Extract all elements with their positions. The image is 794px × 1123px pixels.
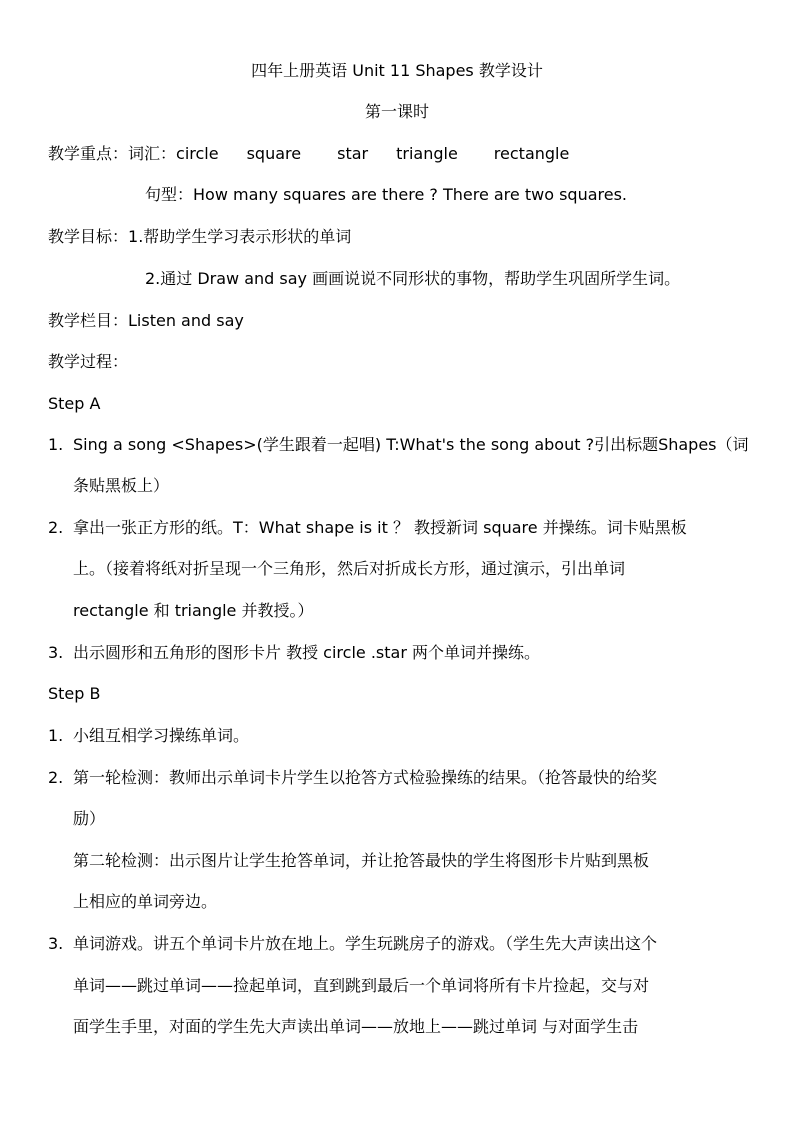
list-item-text: 励） (73, 809, 106, 828)
list-number: 1. (48, 435, 64, 454)
document-title: 四年上册英语 Unit 11 Shapes 教学设计 (251, 61, 543, 80)
list-item-text: 第二轮检测：出示图片让学生抢答单词，并让抢答最快的学生将图形卡片贴到黑板 (73, 851, 650, 870)
list-item-text: 单词游戏。讲五个单词卡片放在地上。学生玩跳房子的游戏。（学生先大声读出这个 (73, 934, 658, 953)
focus-label: 教学重点： (48, 144, 129, 163)
list-number: 1. (48, 726, 64, 745)
step-a-heading: Step A (48, 394, 101, 413)
list-item-text: 条贴黑板上） (73, 476, 170, 495)
list-item-text: 单词——跳过单词——捡起单词，直到跳到最后一个单词将所有卡片捡起，交与对 (73, 976, 650, 995)
list-item-text: Sing a song <Shapes>(学生跟着一起唱) T:What's the song about ?引出标题Shapes（词 (73, 435, 749, 454)
lesson-subtitle: 第一课时 (364, 102, 429, 121)
focus-line (48, 143, 569, 165)
vocab-word: square (246, 144, 302, 163)
list-number: 2. (48, 518, 64, 537)
teaching-column: 教学栏目：Listen and say (48, 311, 244, 330)
list-item-text: 拿出一张正方形的纸。T：What shape is it ？ 教授新词 square 并操练。词卡贴黑板 (73, 518, 687, 537)
goals-label: 教学目标： (48, 227, 129, 246)
list-item-text: 上。（接着将纸对折呈现一个三角形，然后对折成长方形，通过演示，引出单词 (73, 559, 626, 578)
vocab-word: triangle (396, 144, 458, 163)
list-number: 3. (48, 643, 64, 662)
vocab-word: rectangle (493, 144, 570, 163)
list-item-text: 面学生手里，对面的学生先大声读出单词——放地上——跳过单词 与对面学生击 (73, 1017, 639, 1036)
list-item-text: 小组互相学习操练单词。 (73, 726, 250, 745)
sentence-pattern: 句型：How many squares are there ? There are two squares. (145, 185, 628, 204)
list-item-text: 上相应的单词旁边。 (73, 892, 218, 911)
step-b-heading: Step B (48, 684, 101, 703)
list-number: 3. (48, 934, 64, 953)
vocab-label: 词汇： (128, 144, 177, 163)
list-item-text: 出示圆形和五角形的图形卡片 教授 circle .star 两个单词并操练。 (73, 643, 540, 662)
vocab-word: circle (176, 144, 219, 163)
vocab-word: star (337, 144, 369, 163)
list-item-text: 第一轮检测：教师出示单词卡片学生以抢答方式检验操练的结果。（抢答最快的给奖 (73, 768, 658, 787)
goal-item: 1.帮助学生学习表示形状的单词 (128, 227, 352, 246)
list-item-text: rectangle 和 triangle 并教授。） (73, 601, 314, 620)
list-number: 2. (48, 768, 64, 787)
process-label: 教学过程： (48, 352, 129, 371)
goal-item: 2.通过 Draw and say 画画说说不同形状的事物，帮助学生巩固所学生词。 (145, 269, 681, 288)
goals-line (48, 226, 351, 248)
